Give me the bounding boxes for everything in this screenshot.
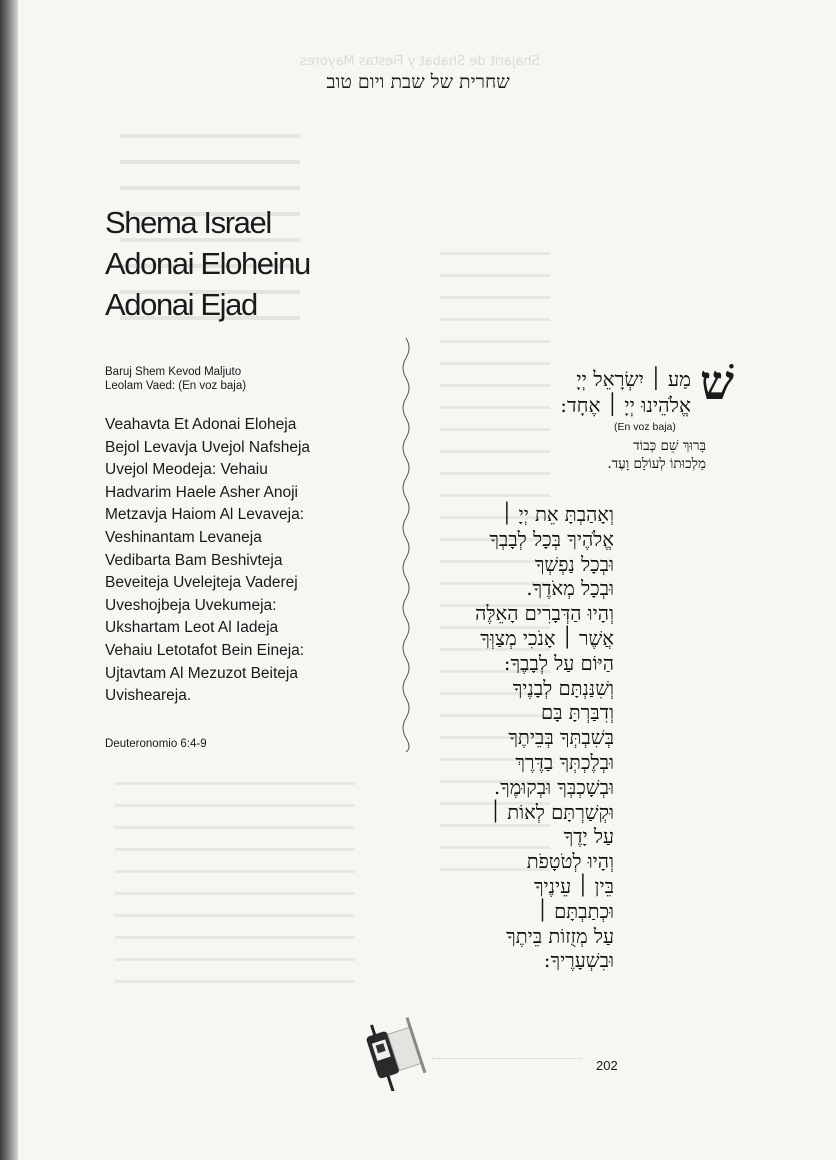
hebrew-veahavta <box>475 503 614 974</box>
hebrew-line: וּבְלֶכְתְּךָ בַדֶּרֶךְ <box>515 750 614 774</box>
page-number: 202 <box>596 1058 618 1073</box>
translit-line: Bejol Levavja Uvejol Nafsheja <box>105 438 311 456</box>
hebrew-line: אֱלֹהֵינוּ יְיָ ׀ אֶחָד: <box>560 393 691 417</box>
hebrew-line: בֵּין ׀ עֵינֶיךָ <box>533 874 614 898</box>
hebrew-shema <box>560 366 691 418</box>
hebrew-line: הַיּוֹם עַל לְבָבֶךָ: <box>503 651 614 675</box>
hebrew-line: וְהָיוּ לְטֹטָפֹת <box>526 850 614 874</box>
hebrew-line: וְדִבַּרְתָּ בָּם <box>540 701 614 725</box>
hebrew-line: עַל מְזֻזוֹת בֵּיתֶךָ <box>506 924 614 948</box>
baruj-transliteration <box>105 365 246 393</box>
translit-line: Uveshojbeja Uvekumeja: <box>105 596 277 614</box>
shin-large-letter: שׁ <box>700 355 734 411</box>
translit-line: Ukshartam Leot Al Iadeja <box>105 619 279 637</box>
translit-line: Metzavja Haiom Al Levaveja: <box>105 506 305 524</box>
translit-line: Uvejol Meodeja: Vehaiu <box>105 461 268 479</box>
translit-line: Veshinantam Levaneja <box>105 528 262 546</box>
translit-line: Beveiteja Uvelejteja Vaderej <box>105 574 298 592</box>
hebrew-line: בְּשִׁבְתְּךָ בְּבֵיתֶךָ <box>508 726 614 750</box>
hebrew-line: עַל יָדֶךָ <box>563 825 614 849</box>
page-header: שחרית של שבת ויום טוב <box>326 71 510 93</box>
title-line-2: Adonai Eloheinu <box>105 246 310 281</box>
torah-scroll-icon <box>352 1016 432 1091</box>
hebrew-line: אֲשֶׁר ׀ אָנֹכִי מְצַוְּךָ <box>480 626 614 650</box>
hebrew-line: וְהָיוּ הַדְּבָרִים הָאֵלֶּה <box>475 602 614 626</box>
hebrew-line: וּקְשַׁרְתָּם לְאוֹת ׀ <box>490 800 614 824</box>
en-voz-baja-note: (En voz baja) <box>614 421 676 433</box>
hebrew-line: וּבִשְׁעָרֶיךָ: <box>543 949 614 973</box>
hebrew-line: וּכְתַבְתָּם ׀ <box>536 899 614 923</box>
hebrew-line: מַלְכוּתוֹ לְעוֹלָם וָעֶד. <box>607 456 706 472</box>
translit-line: Uvisheareja. <box>105 687 192 705</box>
hebrew-line: וְשִׁנַּנְתָּם לְבָנֶיךָ <box>512 676 614 700</box>
hebrew-line: בָּרוּךְ שֵׁם כְּבוֹד <box>633 438 706 454</box>
hebrew-line: וּבְשָׁכְבְּךָ וּבְקוּמֶךָ. <box>493 775 614 799</box>
translit-line: Veahavta Et Adonai Eloheja <box>105 416 297 433</box>
source-reference: Deuteronomio 6:4-9 <box>105 738 207 750</box>
hebrew-line: וְאָהַבְתָּ אֵת יְיָ ׀ <box>501 503 614 526</box>
translit-line: Vedibarta Bam Beshivteja <box>105 551 283 569</box>
baruj-line-1: Baruj Shem Kevod Maljuto <box>105 366 242 378</box>
translit-line: Hadvarim Haele Asher Anoji <box>105 483 298 501</box>
hebrew-line: וּבְכָל נַפְשְׁךָ <box>534 552 614 576</box>
book-spine-shadow <box>0 0 18 1160</box>
footer-rule <box>432 1058 582 1059</box>
baruj-line-2: Leolam Vaed: (En voz baja) <box>105 380 247 392</box>
veahavta-transliteration <box>105 414 310 708</box>
page-title <box>105 202 310 325</box>
hebrew-line: וּבְכָל מְאֹדֶךָ. <box>526 577 614 601</box>
translit-line: Vehaiu Letotafot Bein Eineja: <box>105 641 305 659</box>
translit-line: Ujtavtam Al Mezuzot Beiteja <box>105 664 298 682</box>
reverse-header: Shajarit de Shabat y Fiestas Mayores <box>300 54 540 69</box>
wavy-divider <box>396 338 416 752</box>
title-line-3: Adonai Ejad <box>105 287 257 322</box>
hebrew-line: מַע ׀ יִשְׂרָאֵל יְיָ <box>576 367 691 391</box>
title-line-1: Shema Israel <box>105 205 271 240</box>
hebrew-line: אֱלֹהֶיךָ בְּכָל לְבָבְךָ <box>489 527 614 551</box>
hebrew-baruj <box>607 437 706 473</box>
